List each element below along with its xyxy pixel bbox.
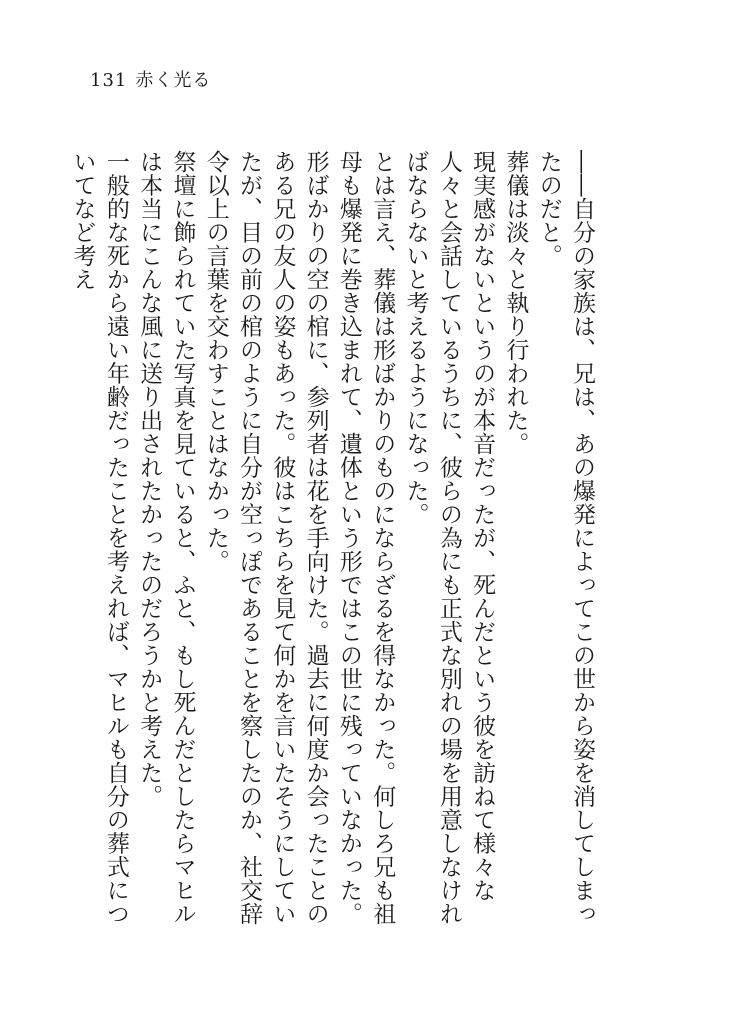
chapter-title: 赤く光る — [135, 70, 212, 91]
paragraph: 形ばかりの空の棺に、参列者は花を手向けた。過去に何度か会ったことのある兄の友人の姿もあった。彼はこちらを見て何かを言いたそうにしていたが、目の前の棺のように自分が空っぽであることを察したのか、社交辞令以上の言葉を交わすことはなかった。 — [202, 150, 329, 926]
paragraph: ――自分の家族は、兄は、あの爆発によってこの世から姿を消してしまったのだと。 — [535, 150, 595, 926]
running-head — [90, 66, 211, 92]
paragraph: とは言え、葬儀は形ばかりのものにならざるを得なかった。何しろ兄も祖母も爆発に巻き込まれて、遺体という形ではこの世に残っていなかった。 — [335, 150, 396, 926]
paragraph: 一般的な死から遠い年齢だったことを考えれば、マヒルも自分の葬式についてなど考え — [69, 150, 129, 926]
page-number: 131 — [90, 70, 128, 91]
paragraph: 現実感がないというのが本音だったが、死んだという彼を訪ねて様々な人々と会話しているうちに、彼らの為にも正式な別れの場を用意しなければならないと考えるようになった。 — [402, 150, 496, 926]
paragraph: 祭壇に飾られていた写真を見ていると、ふと、もし死んだとしたらマヒルは本当にこんな風に送り出されたかったのだろうかと考えた。 — [136, 150, 196, 926]
paragraph: 葬儀は淡々と執り行われた。 — [502, 150, 529, 456]
body-text — [69, 150, 598, 930]
